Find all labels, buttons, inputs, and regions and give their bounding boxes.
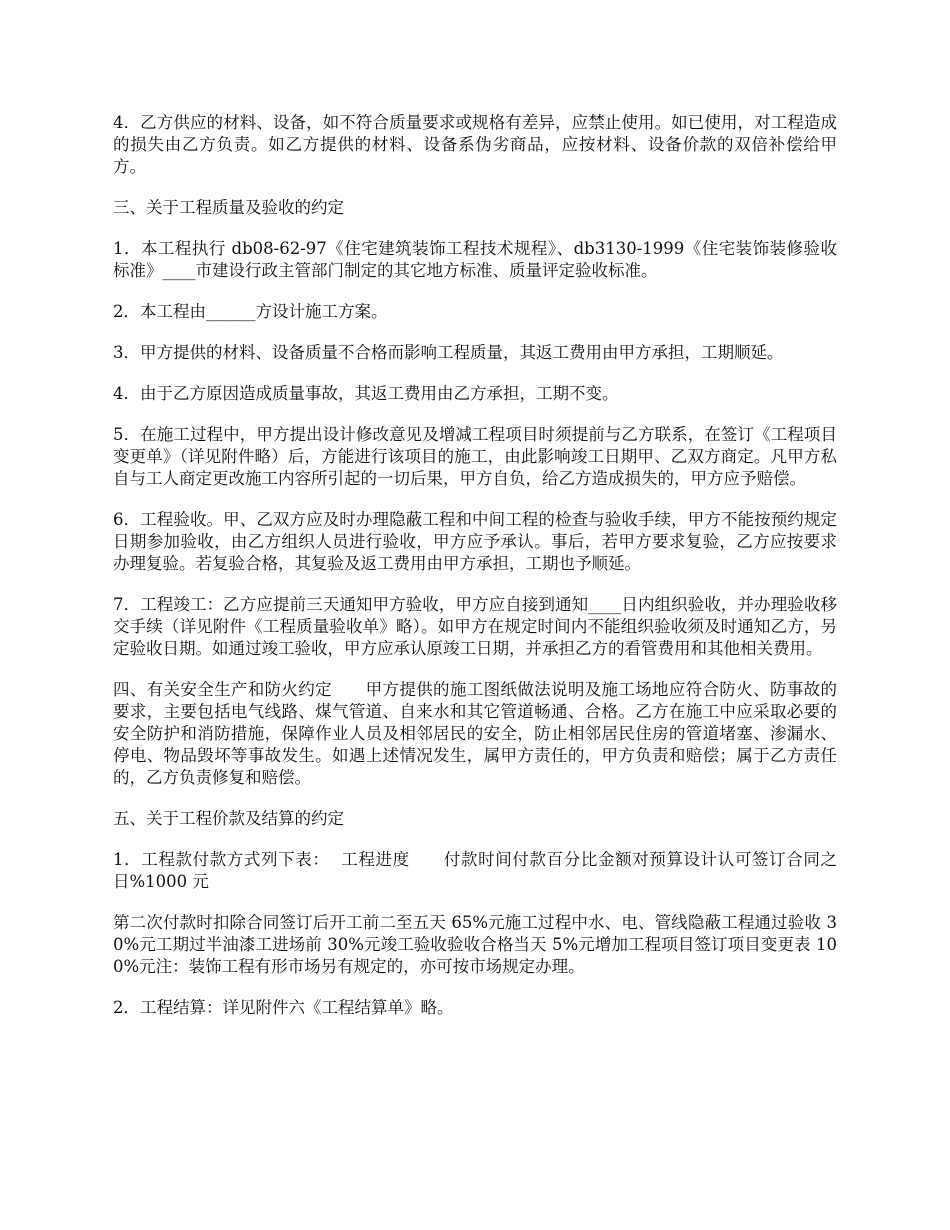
paragraph-design-party: 2．本工程由______方设计施工方案。 <box>113 302 388 321</box>
paragraph-design-change: 5．在施工过程中，甲方提出设计修改意见及增减工程项目时须提前与乙方联系，在签订《工程项目变更单》（详见附件略）后，方能进行该项目的施工，由此影响竣工日期甲、乙双方商定。凡甲方私自与工人商定更改施工内容所引起的一切后果，甲方自负，给乙方造成损失的，甲方应予赔偿。 <box>113 425 837 488</box>
paragraph-second-payment: 第二次付款时扣除合同签订后开工前二至五天 65%元施工过程中水、电、管线隐蔽工程通过验收 30%元工期过半油漆工进场前 30%元竣工验收验收合格当天 5%元增加工程项目签订项目变更表 100%元注：装饰工程有形市场另有规定的，亦可按市场规定办理。 <box>113 913 837 976</box>
paragraph-material-quality: 4．乙方供应的材料、设备，如不符合质量要求或规格有差异，应禁止使用。如已使用，对工程造成的损失由乙方负责。如乙方提供的材料、设备系伪劣商品，应按材料、设备价款的双倍补偿给甲方。 <box>113 113 837 176</box>
paragraph-payment-method: 1．工程款付款方式列下表： 工程进度 付款时间付款百分比金额对预算设计认可签订合同之日%1000 元 <box>113 850 837 891</box>
paragraph-safety-fire: 四、有关安全生产和防火约定 甲方提供的施工图纸做法说明及施工场地应符合防火、防事故的要求，主要包括电气线路、煤气管道、自来水和其它管道畅通、合格。乙方在施工中应采取必要的安全防护和消防措施，保障作业人员及相邻居民的安全，防止相邻居民住房的管道堵塞、渗漏水、停电、物品毁坏等事故发生。如遇上述情况发生，属甲方责任的，甲方负责和赔偿；属于乙方责任的，乙方负责修复和赔偿。 <box>113 680 837 787</box>
section-heading-quality-acceptance: 三、关于工程质量及验收的约定 <box>113 198 344 217</box>
paragraph-standards: 1．本工程执行 db08-62-97《住宅建筑装饰工程技术规程》、db3130-1999《住宅装饰装修验收标准》____市建设行政主管部门制定的其它地方标准、质量评定验收标准。 <box>113 239 837 280</box>
paragraph-completion: 7．工程竣工：乙方应提前三天通知甲方验收，甲方应自接到通知____日内组织验收，并办理验收移交手续（详见附件《工程质量验收单》略）。如甲方在规定时间内不能组织验收须及时通知乙方，另定验收日期。如通过竣工验收，甲方应承认原竣工日期，并承担乙方的看管费用和其他相关费用。 <box>113 595 837 658</box>
paragraph-party-b-accident: 4．由于乙方原因造成质量事故，其返工费用由乙方承担，工期不变。 <box>113 384 619 403</box>
paragraph-inspection: 6．工程验收。甲、乙双方应及时办理隐蔽工程和中间工程的检查与验收手续，甲方不能按预约规定日期参加验收，由乙方组织人员进行验收，甲方应予承认。事后，若甲方要求复验，乙方应按要求办理复验。若复验合格，其复验及返工费用由甲方承担，工期也予顺延。 <box>113 510 837 573</box>
paragraph-party-a-materials: 3．甲方提供的材料、设备质量不合格而影响工程质量，其返工费用由甲方承担，工期顺延。 <box>113 343 784 362</box>
section-heading-payment: 五、关于工程价款及结算的约定 <box>113 809 344 828</box>
paragraph-settlement: 2．工程结算：详见附件六《工程结算单》略。 <box>113 998 454 1017</box>
